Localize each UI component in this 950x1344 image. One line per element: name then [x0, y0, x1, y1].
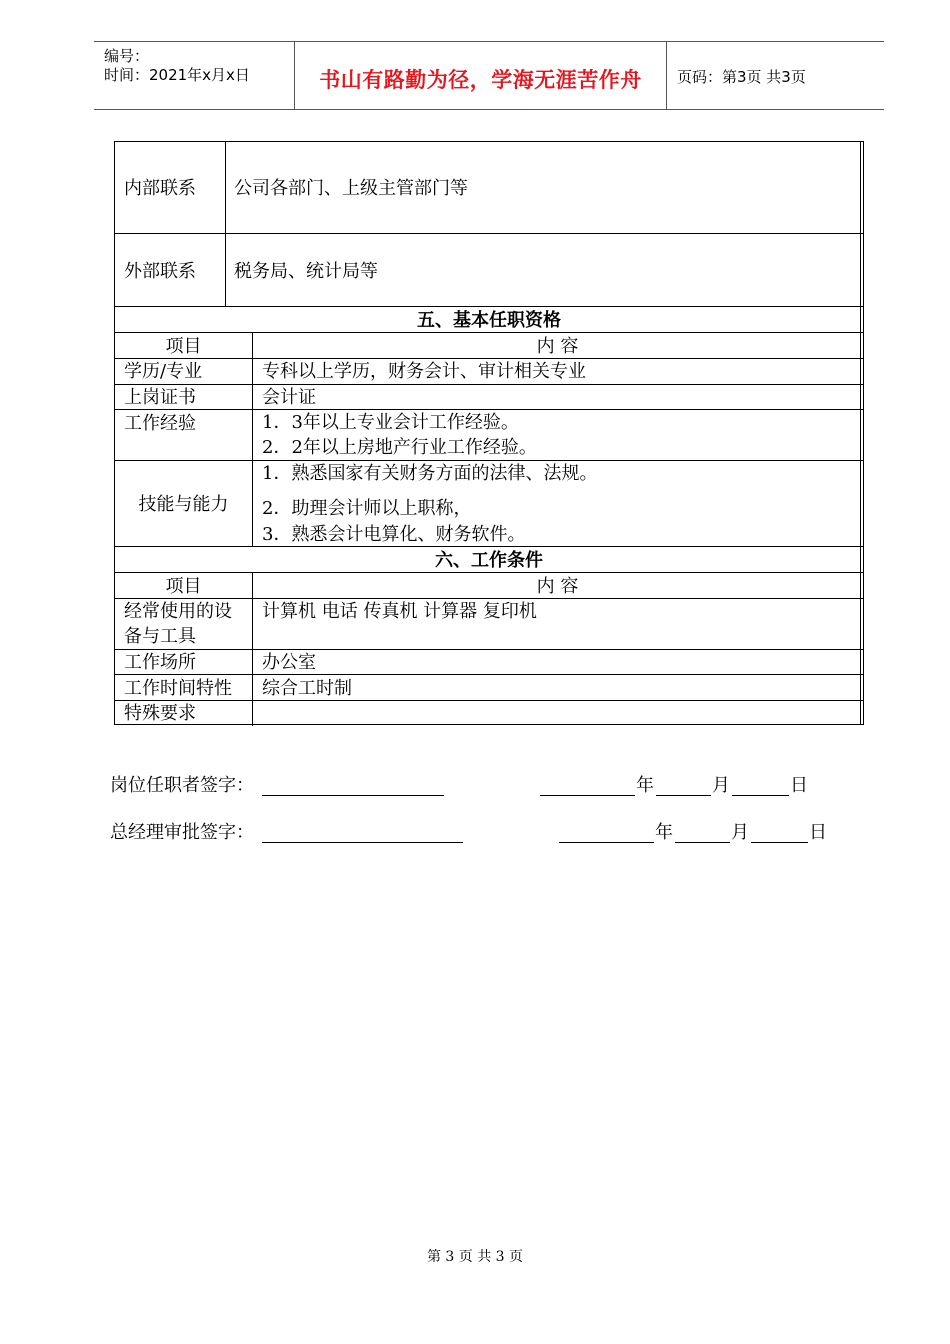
qualifications-col-content: 内 容: [536, 336, 579, 357]
special-requirements-label: 特殊要求: [124, 703, 196, 724]
skills-label: 技能与能力: [138, 494, 229, 515]
page-header: [94, 41, 884, 110]
education-label: 学历/专业: [124, 361, 203, 382]
certificate-value: 会计证: [262, 387, 316, 408]
workplace-value: 办公室: [262, 652, 316, 673]
manager-signature-label: 总经理审批签字：: [110, 822, 254, 843]
row-divider: [115, 572, 863, 573]
internal-contact-label: 内部联系: [124, 178, 196, 199]
manager-year-label: 年: [655, 822, 673, 843]
date-label: 时间：2021年x月x日: [104, 66, 250, 84]
row-divider: [115, 233, 863, 234]
external-contact-label: 外部联系: [124, 261, 196, 282]
manager-day-line[interactable]: [751, 842, 808, 843]
holder-month-line[interactable]: [656, 795, 711, 796]
work-time-label: 工作时间特性: [124, 678, 232, 699]
skills-line: 1．熟悉国家有关财务方面的法律、法规。: [262, 463, 598, 484]
external-contact-value: 税务局、统计局等: [234, 261, 378, 282]
holder-signature-label: 岗位任职者签字：: [110, 775, 254, 796]
manager-signature-line[interactable]: [262, 842, 463, 843]
equipment-label-line: 经常使用的设: [124, 601, 232, 622]
holder-day-line[interactable]: [732, 795, 789, 796]
page-footer: 第 3 页 共 3 页: [426, 1249, 524, 1265]
skills-line: 3．熟悉会计电算化、财务软件。: [262, 524, 526, 545]
manager-day-label: 日: [809, 822, 827, 843]
row-divider: [115, 384, 863, 385]
holder-signature-line[interactable]: [262, 795, 444, 796]
experience-line: 2．2年以上房地产行业工作经验。: [262, 437, 537, 458]
table-inner-border: [860, 142, 861, 724]
conditions-col-content: 内 容: [536, 576, 579, 597]
manager-month-label: 月: [731, 822, 749, 843]
row-divider: [115, 546, 863, 547]
workplace-label: 工作场所: [124, 652, 196, 673]
row-divider: [115, 460, 863, 461]
certificate-label: 上岗证书: [124, 387, 196, 408]
holder-month-label: 月: [712, 775, 730, 796]
row-divider: [115, 409, 863, 410]
header-motto-cell: [294, 42, 667, 109]
manager-year-line[interactable]: [559, 842, 654, 843]
equipment-value: 计算机 电话 传真机 计算器 复印机: [262, 601, 537, 622]
row-divider: [115, 598, 863, 599]
serial-number-label: 编号：: [104, 47, 150, 65]
experience-line: 1．3年以上专业会计工作经验。: [262, 412, 519, 433]
row-divider: [115, 649, 863, 650]
equipment-label-line: 备与工具: [124, 626, 196, 647]
conditions-section-title: 六、工作条件: [435, 550, 543, 571]
header-page-cell: [667, 42, 884, 109]
qualifications-section-title: 五、基本任职资格: [417, 310, 561, 331]
qualifications-col-item: 项目: [165, 336, 202, 357]
work-time-value: 综合工时制: [262, 678, 352, 699]
holder-year-line[interactable]: [540, 795, 635, 796]
motto-text: 书山有路勤为径，学海无涯苦作舟: [319, 68, 642, 92]
header-meta-cell: [94, 42, 294, 109]
row-divider: [115, 306, 863, 307]
row-divider: [115, 332, 863, 333]
row-divider: [115, 358, 863, 359]
conditions-col-item: 项目: [165, 576, 202, 597]
holder-year-label: 年: [636, 775, 654, 796]
experience-label: 工作经验: [124, 413, 196, 434]
page-number-label: 页码：第3页 共3页: [677, 68, 806, 86]
qualifications-column-divider: [252, 332, 253, 546]
education-value: 专科以上学历，财务会计、审计相关专业: [262, 361, 586, 382]
row-divider: [115, 674, 863, 675]
row-divider: [115, 700, 863, 701]
skills-line: 2．助理会计师以上职称，: [262, 498, 472, 519]
holder-day-label: 日: [790, 775, 808, 796]
contacts-column-divider: [225, 142, 226, 306]
job-description-table: [114, 141, 864, 725]
manager-month-line[interactable]: [675, 842, 730, 843]
internal-contact-value: 公司各部门、上级主管部门等: [234, 178, 468, 199]
